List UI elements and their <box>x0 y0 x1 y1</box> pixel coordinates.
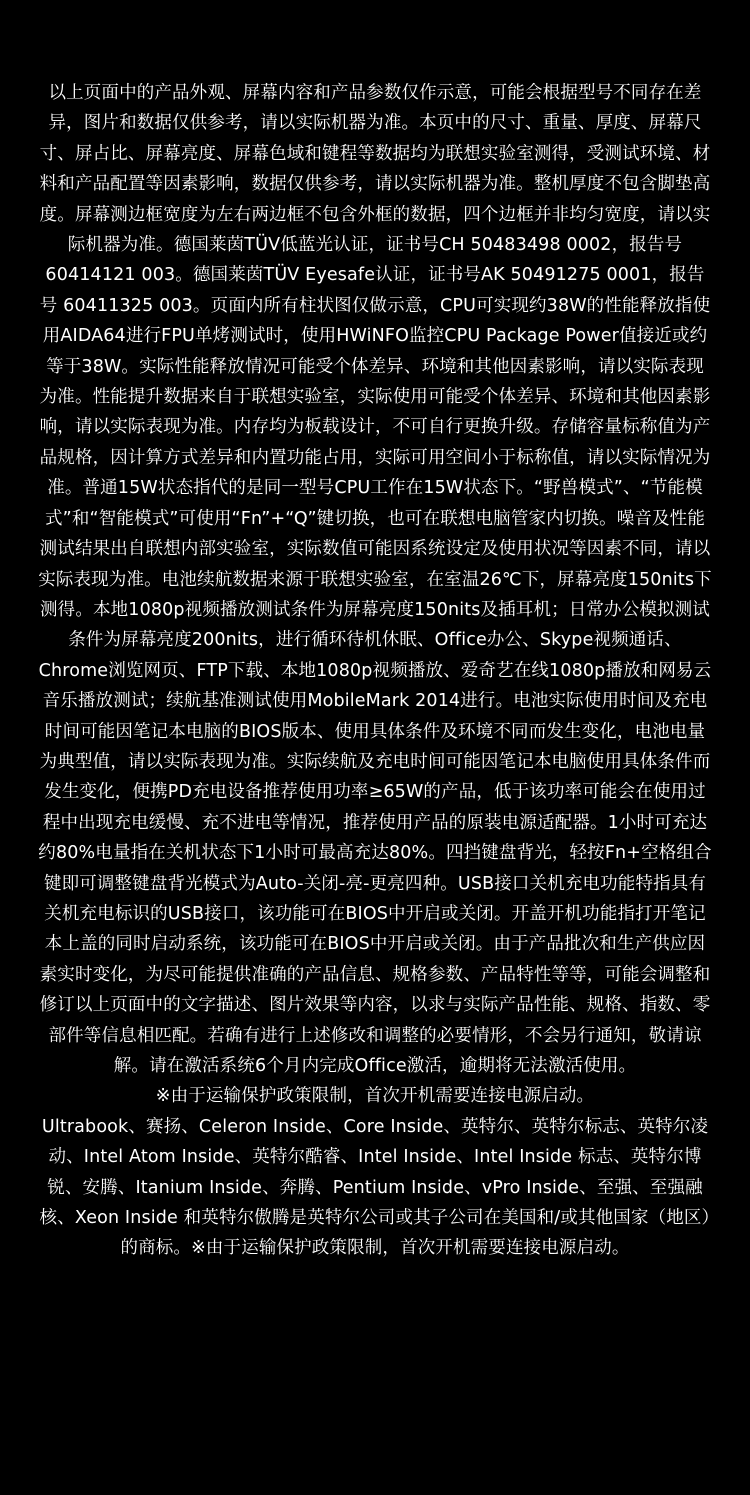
main-notice-paragraph: 以上页面中的产品外观、屏幕内容和产品参数仅作示意，可能会根据型号不同存在差异，图片和数据仅供参考，请以实际机器为准。本页中的尺寸、重量、厚度、屏幕尺寸、屏占比、屏幕亮度、屏幕色域和键程等数据均为联想实验室测得，受测试环境、材料和产品配置等因素影响，数据仅供参考，请以实际机器为准。整机厚度不包含脚垫高度。屏幕测边框宽度为左右两边框不包含外框的数据，四个边框并非均匀宽度，请以实际机器为准。德国莱茵TÜV低蓝光认证，证书号CH 50483498 0002，报告号60414121 003。德国莱茵TÜV Eyesafe认证，证书号AK 50491275 0001，报告号 60411325 003。页面内所有柱状图仅做示意，CPU可实现约38W的性能释放指使用AIDA64进行FPU单烤测试时，使用HWiNFO监控CPU Package Power值接近或约等于38W。实际性能释放情况可能受个体差异、环境和其他因素影响，请以实际表现为准。性能提升数据来自于联想实验室，实际使用可能受个体差异、环境和其他因素影响，请以实际表现为准。内存均为板载设计，不可自行更换升级。存储容量标称值为产品规格，因计算方式差异和内置功能占用，实际可用空间小于标称值，请以实际情况为准。普通15W状态指代的是同一型号CPU工作在15W状态下。“野兽模式”、“节能模式”和“智能模式”可使用“Fn”+“Q”键切换，也可在联想电脑管家内切换。噪音及性能测试结果出自联想内部实验室，实际数值可能因系统设定及使用状况等因素不同，请以实际表现为准。电池续航数据来源于联想实验室，在室温26℃下，屏幕亮度150nits下测得。本地1080p视频播放测试条件为屏幕亮度150nits及插耳机；日常办公模拟测试条件为屏幕亮度200nits，进行循环待机休眠、Office办公、Skype视频通话、Chrome浏览网页、FTP下载、本地1080p视频播放、爱奇艺在线1080p播放和网易云音乐播放测试；续航基准测试使用MobileMark 2014进行。电池实际使用时间及充电时间可能因笔记本电脑的BIOS版本、使用具体条件及环境不同而发生变化，电池电量为典型值，请以实际表现为准。实际续航及充电时间可能因笔记本电脑使用具体条件而发生变化，便携PD充电设备推荐使用功率≥65W的产品，低于该功率可能会在使用过程中出现充电缓慢、充不进电等情况，推荐使用产品的原装电源适配器。1小时可充达约80%电量指在关机状态下1小时可最高充达80%。四挡键盘背光，轻按Fn+空格组合键即可调整键盘背光模式为Auto-关闭-亮-更亮四种。USB接口关机充电功能特指具有关机充电标识的USB接口，该功能可在BIOS中开启或关闭。开盖开机功能指打开笔记本上盖的同时启动系统，该功能可在BIOS中开启或关闭。由于产品批次和生产供应因素实时变化，为尽可能提供准确的产品信息、规格参数、产品特性等等，可能会调整和修订以上页面中的文字描述、图片效果等内容，以求与实际产品性能、规格、指数、零部件等信息相匹配。若确有进行上述修改和调整的必要情形，不会另行通知，敬请谅解。请在激活系统6个月内完成Office激活，逾期将无法激活使用。 <box>38 83 712 1076</box>
power-notice-paragraph: ※由于运输保护政策限制，首次开机需要连接电源启动。 <box>155 1086 595 1107</box>
trademark-notice-paragraph: Ultrabook、赛扬、Celeron Inside、Core Inside、英特尔、英特尔标志、英特尔凌动、Intel Atom Inside、英特尔酷睿、Intel Inside、Intel Inside 标志、英特尔博锐、安腾、Itanium Inside、奔腾、Pentium Inside、vPro Inside、至强、至强融核、Xeon Inside 和英特尔傲腾是英特尔公司或其子公司在美国和/或其他国家（地区）的商标。※由于运输保护政策限制，首次开机需要连接电源启动。 <box>39 1116 711 1259</box>
disclaimer-text-block <box>38 78 712 1264</box>
